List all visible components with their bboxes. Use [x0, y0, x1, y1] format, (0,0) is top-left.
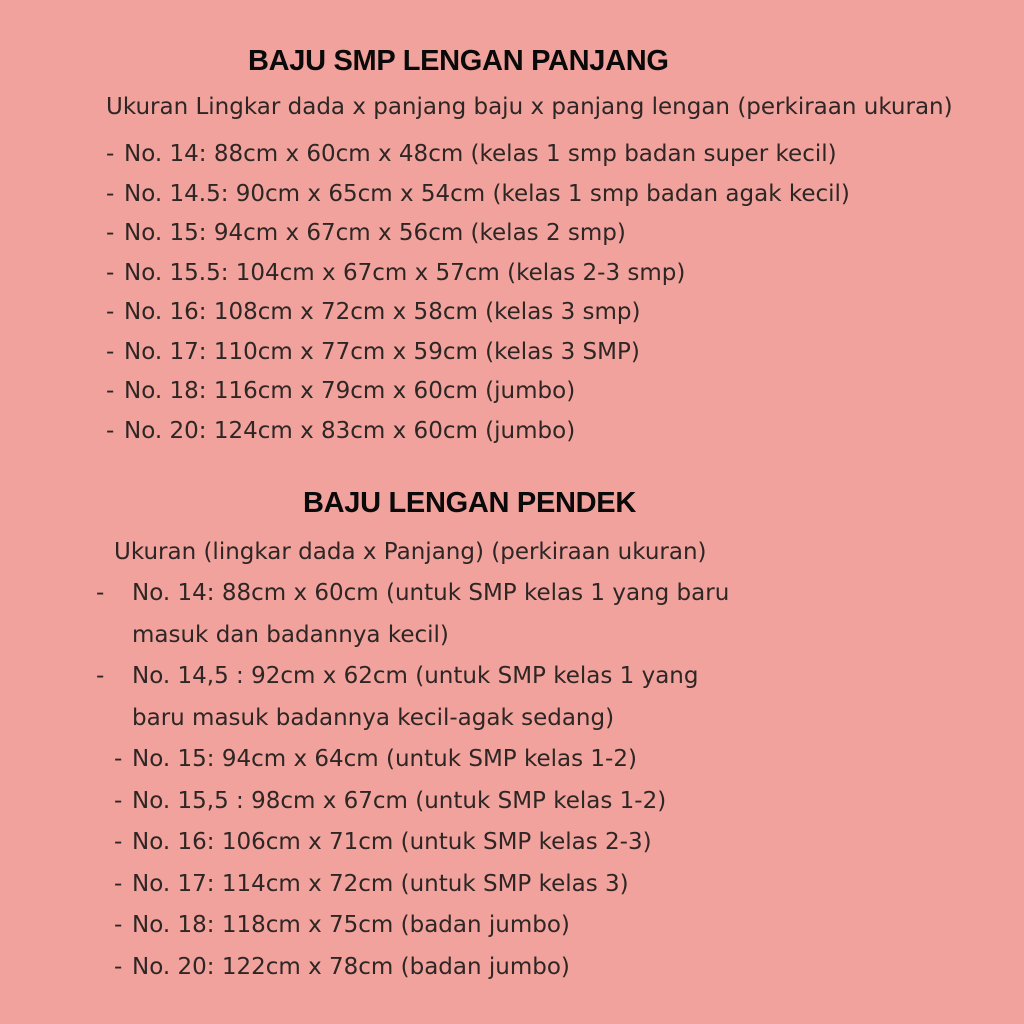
- list-dash: -: [114, 912, 123, 938]
- size-item: [114, 947, 752, 989]
- size-item-text: No. 15,5 : 98cm x 67cm (untuk SMP kelas 1-2): [132, 787, 667, 814]
- size-item: [106, 412, 850, 452]
- list-dash: -: [96, 663, 105, 689]
- size-item: [96, 573, 752, 656]
- size-item-text: No. 18: 116cm x 79cm x 60cm (jumbo): [124, 378, 576, 404]
- list-dash: -: [106, 299, 115, 325]
- list-dash: -: [106, 378, 115, 404]
- size-item-text: No. 15: 94cm x 67cm x 56cm (kelas 2 smp): [124, 220, 626, 246]
- size-list-short-sleeve: [96, 573, 752, 988]
- title-long-sleeve: BAJU SMP LENGAN PANJANG: [248, 45, 669, 77]
- size-item-text: No. 17: 114cm x 72cm (untuk SMP kelas 3): [132, 870, 629, 897]
- size-item-text: No. 20: 122cm x 78cm (badan jumbo): [132, 953, 570, 980]
- size-item: [114, 781, 752, 823]
- list-dash: -: [106, 180, 115, 207]
- list-dash: -: [106, 417, 115, 444]
- size-item-text: No. 17: 110cm x 77cm x 59cm (kelas 3 SMP): [124, 338, 640, 365]
- list-dash: -: [106, 220, 115, 246]
- size-item-text: No. 15: 94cm x 64cm (untuk SMP kelas 1-2): [132, 746, 637, 772]
- size-item: [114, 905, 752, 947]
- list-dash: -: [114, 953, 123, 980]
- size-item: [106, 293, 850, 333]
- list-dash: -: [114, 746, 123, 772]
- size-list-long-sleeve: [106, 135, 850, 451]
- subtitle-long-sleeve: Ukuran Lingkar dada x panjang baju x panjang lengan (perkiraan ukuran): [106, 94, 953, 120]
- title-short-sleeve: BAJU LENGAN PENDEK: [303, 487, 636, 519]
- list-dash: -: [114, 870, 123, 897]
- size-item: [114, 864, 752, 906]
- size-item: [114, 822, 752, 864]
- size-item: [96, 656, 752, 739]
- list-dash: -: [96, 580, 105, 606]
- size-item: [114, 739, 752, 781]
- list-dash: -: [106, 338, 115, 365]
- list-dash: -: [106, 259, 115, 286]
- list-dash: -: [114, 787, 123, 814]
- size-item: [106, 333, 850, 373]
- size-item-text: No. 16: 108cm x 72cm x 58cm (kelas 3 smp): [124, 299, 641, 325]
- size-item-text: No. 14: 88cm x 60cm (untuk SMP kelas 1 yang baru masuk dan badannya kecil): [132, 580, 730, 648]
- size-item-text: No. 14,5 : 92cm x 62cm (untuk SMP kelas 1 yang baru masuk badannya kecil-agak sedang): [132, 663, 699, 731]
- size-item: [106, 135, 850, 175]
- size-item-text: No. 20: 124cm x 83cm x 60cm (jumbo): [124, 417, 576, 444]
- size-item-text: No. 14.5: 90cm x 65cm x 54cm (kelas 1 smp badan agak kecil): [124, 180, 850, 207]
- size-item-text: No. 16: 106cm x 71cm (untuk SMP kelas 2-3): [132, 829, 652, 855]
- subtitle-short-sleeve: Ukuran (lingkar dada x Panjang) (perkiraan ukuran): [114, 539, 707, 565]
- size-item: [106, 214, 850, 254]
- list-dash: -: [106, 141, 115, 167]
- size-item: [106, 254, 850, 294]
- size-item-text: No. 15.5: 104cm x 67cm x 57cm (kelas 2-3 smp): [124, 259, 686, 286]
- size-item-text: No. 14: 88cm x 60cm x 48cm (kelas 1 smp badan super kecil): [124, 141, 837, 167]
- list-dash: -: [114, 829, 123, 855]
- size-item: [106, 175, 850, 215]
- size-item-text: No. 18: 118cm x 75cm (badan jumbo): [132, 912, 570, 938]
- size-item: [106, 372, 850, 412]
